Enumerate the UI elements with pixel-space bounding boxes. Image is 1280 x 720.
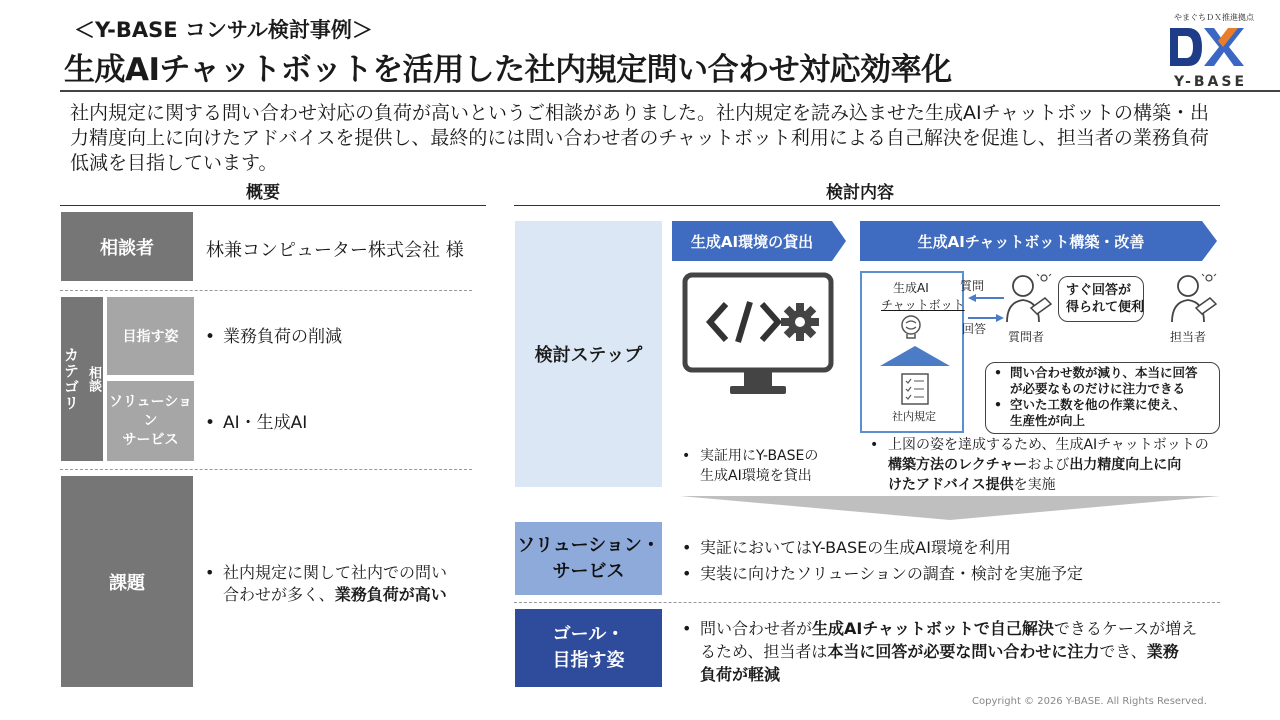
monitor-code-icon xyxy=(682,272,834,400)
step2-note-mid: および xyxy=(1027,457,1070,473)
bot-label-1: 生成AI xyxy=(893,281,929,295)
solution-item-2: 実装に向けたソリューションの調査・検討を実施予定 xyxy=(700,564,1083,583)
divider xyxy=(60,290,472,291)
benefit-list: • 問い合わせ数が減り、本当に回答 が必要なものだけに注力できる • 空いた工数を他の作業に使え、 生産性が向上 xyxy=(994,365,1198,428)
ai-brain-icon xyxy=(896,312,926,342)
up-triangle-icon xyxy=(878,344,952,368)
step2-note: • 上図の姿を達成するため、生成AIチャットボットの 構築方法のレクチャーおよび出力精度向上に向 けたアドバイス提供を実施 xyxy=(870,437,1209,493)
step1-note-line-1: 実証用にY-BASEの xyxy=(700,448,819,464)
solution-value: AI・生成AI xyxy=(223,413,308,433)
goal-text-4: でき、 xyxy=(1099,642,1147,661)
benefit-1b: が必要なものだけに注力できる xyxy=(1010,381,1186,396)
goal-label-line-2: 目指す姿 xyxy=(552,650,625,671)
issue-text: • 社内規定に関して社内での問い 合わせが多く、業務負荷が高い xyxy=(205,563,448,604)
goal-item: • 業務負荷の削減 xyxy=(205,327,342,347)
goal-label: 目指す姿 xyxy=(107,297,194,375)
rules-label: 社内規定 xyxy=(892,410,936,423)
down-arrow-band xyxy=(680,496,1220,520)
step2-note-bold-3: けたアドバイス提供 xyxy=(888,477,1014,493)
intro-text: 社内規定に関する問い合わせ対応の負荷が高いというご相談がありました。社内規定を読み込ませた生成AIチャットボットの構築・出力精度向上に向けたアドバイスを提供し、最終的には問い合わせ者のチャットボット利用による自己解決を促進し、担当者の業務負荷低減を目指しています。 xyxy=(70,102,1210,174)
step2-note-bold-2: 出力精度向上に向 xyxy=(1069,457,1182,473)
consultant-value: 林兼コンピューター株式会社 様 xyxy=(206,240,464,261)
goal-bold-4: 負荷が軽減 xyxy=(700,665,781,684)
issue-line-1: 社内規定に関して社内での問い xyxy=(223,563,448,582)
title-divider xyxy=(60,90,1280,92)
consultant-label: 相談者 xyxy=(61,212,193,281)
goal-bold-1: 生成AIチャットボットで自己解決 xyxy=(812,619,1054,638)
speech-text xyxy=(1066,282,1144,316)
step-arrow-1-label: 生成AI環境の貸出 xyxy=(690,232,814,251)
category-label: カテゴリ xyxy=(62,347,80,411)
asker-label: 質問者 xyxy=(1008,330,1045,344)
step-arrow-2-label: 生成AIチャットボット構築・改善 xyxy=(917,232,1145,251)
divider xyxy=(514,602,1220,603)
page-subtitle: ＜Y-BASE コンサル検討事例＞ xyxy=(74,18,373,42)
step2-note-line-1: 上図の姿を達成するため、生成AIチャットボットの xyxy=(888,437,1209,453)
solution-service-label xyxy=(515,522,662,595)
goal-text-3: るため、担当者は xyxy=(700,642,828,661)
overview-heading: 概要 xyxy=(246,183,280,203)
study-heading-rule xyxy=(514,205,1220,206)
benefit-2a: 空いた工数を他の作業に使え、 xyxy=(1010,397,1186,412)
solution-list-item: • 実証においてはY-BASEの生成AI環境を利用 xyxy=(682,538,1011,557)
solution-list xyxy=(682,535,1083,587)
question-label: 質問 xyxy=(960,279,985,293)
goal-text-1: 問い合わせ者が xyxy=(700,619,813,638)
logo-tagline: やまぐちＤＸ推進拠点 xyxy=(1174,13,1254,22)
step-label: 検討ステップ xyxy=(515,221,662,487)
dx-logo-icon xyxy=(1168,24,1258,70)
goal-text-2: できるケースが増え xyxy=(1053,619,1198,638)
goal-vision-label xyxy=(515,609,662,687)
copyright: Copyright © 2026 Y-BASE. All Rights Reserved. xyxy=(972,696,1207,707)
step2-note-bold-1: 構築方法のレクチャー xyxy=(888,457,1028,473)
issue-line-2: 合わせが多く、 xyxy=(223,585,335,604)
step1-note: • 実証用にY-BASEの 生成AI環境を貸出 xyxy=(682,448,819,484)
asker-person-icon xyxy=(1003,272,1053,324)
solution-label-line-1: ソリューション・ xyxy=(517,534,660,556)
solution-item-1: 実証においてはY-BASEの生成AI環境を利用 xyxy=(700,538,1011,557)
solution-label: ソリューション サービス xyxy=(107,381,194,461)
solution-item: • AI・生成AI xyxy=(205,413,308,433)
bot-label-2: チャットボット xyxy=(881,298,965,312)
goal-bold-3: 業務 xyxy=(1146,642,1179,661)
staff-label: 担当者 xyxy=(1170,330,1207,344)
category-label-box xyxy=(61,297,103,461)
overview-heading-rule xyxy=(60,205,486,206)
speech-line-1: すぐ回答が xyxy=(1066,283,1132,298)
study-heading: 検討内容 xyxy=(826,183,894,203)
benefit-1a: 問い合わせ数が減り、本当に回答 xyxy=(1010,365,1198,380)
divider xyxy=(60,469,472,470)
staff-person-icon xyxy=(1168,272,1218,324)
solution-label-line-2: サービス xyxy=(552,560,625,582)
step1-note-line-2: 生成AI環境を貸出 xyxy=(700,468,812,484)
goal-bold-2: 本当に回答が必要な問い合わせに注力 xyxy=(827,642,1100,661)
step2-note-end: を実施 xyxy=(1013,477,1056,493)
solution-list-item: • 実装に向けたソリューションの調査・検討を実施予定 xyxy=(682,564,1083,583)
page-title: 生成AIチャットボットを活用した社内規定問い合わせ対応効率化 xyxy=(64,52,952,88)
answer-label: 回答 xyxy=(962,322,987,336)
benefit-2b: 生産性が向上 xyxy=(1010,413,1086,428)
logo-text: Y-BASE xyxy=(1174,74,1248,90)
speech-line-2: 得られて便利 xyxy=(1066,300,1145,315)
goal-value: 業務負荷の削減 xyxy=(223,327,342,347)
issue-bold: 業務負荷が高い xyxy=(334,585,447,604)
category-sub-label: 相談 xyxy=(86,366,101,392)
issue-label: 課題 xyxy=(61,476,193,687)
rules-document-icon xyxy=(900,372,930,406)
ybase-logo xyxy=(1160,8,1270,88)
goal-text: • 問い合わせ者が生成AIチャットボットで自己解決できるケースが増え るため、担当者は本当に回答が必要な問い合わせに注力でき、業務 負荷が軽減 xyxy=(682,619,1198,684)
goal-label-line-1: ゴール・ xyxy=(552,624,625,645)
